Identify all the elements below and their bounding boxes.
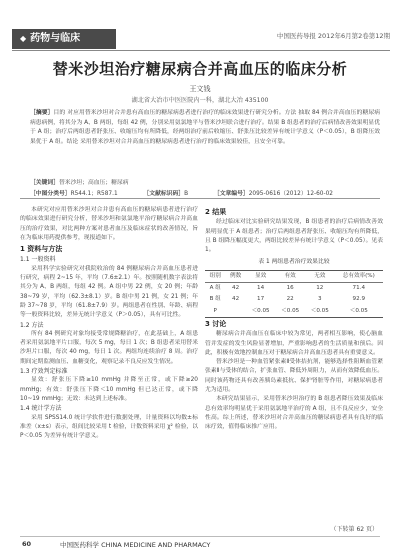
- intro-paragraph: 本研究对应用替米沙坦对合并患有高血压的糖尿病患者进行治疗的临床效果进行研究分析，替米沙坦和氨氯地平治疗糖尿病合并高血压的治疗效果，对比两种方案对患者血压及临床症状的改善情况，旨在为临床用药提供参考，现报道如下。: [20, 207, 198, 241]
- results-table: [205, 270, 383, 318]
- right-column: [205, 206, 383, 433]
- affiliation: 湖北省大冶市中医医院内一科，湖北大冶 435100: [131, 97, 269, 104]
- table-cell: 3: [318, 296, 322, 303]
- paragraph-1-2: 所有 84 例研究对象均接受常规降糖治疗，在此基础上，A 组患者采用氨氯地平片口服，每次 5 mg，每日 1 次；B 组患者采用替米沙坦片口服，每次 40 mg，每日 1 次。两组均连续治疗 8 周。治疗期间定期监测血压、血糖变化，观察记录不良反应发生情况。: [20, 330, 198, 365]
- table-cell: ＜0.05: [335, 306, 383, 318]
- table-cell: 92.9: [352, 296, 366, 303]
- table-header: 显效: [246, 270, 276, 282]
- abstract: [30, 109, 380, 147]
- article-no-value: 2095-0616（2012）12-60-02: [248, 191, 333, 197]
- publication-name: 中国医药科学 CHINA MEDICINE AND PHARMACY: [60, 541, 211, 549]
- article-title: 替米沙坦治疗糖尿病合并高血压的临床分析: [52, 60, 348, 78]
- discussion-paragraph: 本研究结果显示，采用替米沙坦治疗的 B 组患者降压效果及临床总有效率均明显优于采用氨氯地平治疗的 A 组，且不良反应少，安全性高。综上所述，替米沙坦对合并高血压的糖尿病患者具有良好的临床疗效，值得临床推广应用。: [205, 396, 383, 431]
- clc-value: R544.1；R587.1: [70, 191, 118, 197]
- table-title: 表 1 两组患者治疗效果比较: [258, 259, 330, 266]
- issue-info: 中国医药导报 2012年6月第2卷第12期: [276, 32, 390, 40]
- paragraph-1-1: 采用科学实验研究对我院收治的 84 例糖尿病合并高血压患者进行研究，病程 2~15 年，平均（7.6±2.1）年。按照随机数字表法将其分为 A、B 两组，每组 42 例。A 组中男 22 例，女 20 例；年龄 38~79 岁，平均（62.3±8.1）岁。B 组中男 21 例，女 21 例；年龄 37~78 岁，平均（61.8±7.9）岁。两组患者在性别、年龄、病程等一般资料比较，差异无统计学意义（P＞0.05），具有可比性。: [20, 265, 198, 319]
- doc-label: ［文献标识码］: [143, 191, 185, 197]
- keywords: [30, 177, 380, 186]
- clc-label: ［中图分类号］: [30, 191, 71, 197]
- heading-results: 2 结果: [205, 208, 227, 216]
- table-header: 有效: [275, 270, 305, 282]
- table-cell: 71.4: [352, 285, 366, 292]
- table-row: [205, 283, 383, 295]
- heading-methods: 1 资料与方法: [20, 245, 63, 254]
- article-no-field: [214, 191, 345, 197]
- heading-1-1: 1.1 一般资料: [20, 256, 56, 264]
- paragraph-1-4: 采用 SPSS14.0 统计学软件进行数据处理，计量资料以均数±标准差（x±s）表示，组间比较采用 t 检验，计数资料采用 χ² 检验，以 P＜0.05 为差异有统计学意义。: [20, 414, 198, 440]
- left-column: [20, 206, 198, 441]
- table-header-row: [205, 270, 383, 282]
- abstract-text: 目的 对应用替米沙坦对合并患有高血压的糖尿病患者进行治疗的临床效果进行研究分析。方法 抽取 84 例合并高血压的糖尿病病患病例，将其分为 A、B 两组，每组 42 例，分别采用氨氯地平与替米沙坦联合进行治疗。结果 B 组患者的治疗后病情改善效果明显优于 A 组；治疗后两组患者舒张压、收缩压均有所降低，经两组治疗前后收缩压、舒张压比较差异有统计学意义（P＜0.05），B 组降压效果优于 A 组。结论 采用替米沙坦对合并高血压的糖尿病患者进行治疗的临床效果较佳，且安全可靠。: [30, 110, 380, 145]
- table-cell: ＜0.05: [275, 306, 305, 318]
- keywords-label: ［关键词］: [30, 180, 59, 186]
- classification-line: [30, 188, 380, 197]
- table-cell: ＜0.05: [305, 306, 335, 318]
- paragraph-1-3: 显效：舒张压下降≥10 mmHg 并降至正常，或下降≥20 mmHg；有效：舒张压下降＜10 mmHg 但已达正常，或下降 10~19 mmHg；无效：未达到上述标准。: [20, 377, 198, 402]
- diamond-icon: ◆: [20, 34, 27, 43]
- table-cell: 17: [257, 296, 265, 303]
- heading-1-2: 1.2 方法: [20, 321, 44, 329]
- abstract-divider: [20, 198, 380, 199]
- results-paragraph: 经过临床对比实验研究结果发现，B 组患者的治疗后病情改善效果明显优于 A 组患者；治疗后两组患者舒张压、收缩压均有所降低，且 B 组降压幅度更大，两组比较差异有统计学意义（P＜0.05）。见表 1。: [205, 219, 383, 254]
- discussion-paragraph: 糖尿病合并高血压在临床中较为常见，两者相互影响，使心脑血管并发症的发生风险显著增加，严重影响患者的生活质量和预后。因此，积极有效地控制血压对于糖尿病合并高血压患者具有重要意义。: [205, 331, 383, 356]
- keywords-text: 替米沙坦；高血压；糖尿病: [59, 180, 129, 186]
- section-label: 药物与临床: [30, 33, 81, 44]
- section-tag: [12, 29, 116, 49]
- discussion-paragraph: 替米沙坦是一种血管紧张素Ⅱ受体拮抗剂，能够选择性阻断血管紧张素Ⅱ与受体的结合，扩张血管、降低外周阻力，从而有效降低血压。同时该药物还具有改善胰岛素抵抗、保护肾脏等作用，对糖尿病患者尤为适用。: [205, 359, 383, 394]
- page-number: 60: [22, 540, 32, 548]
- table-cell: 22: [286, 296, 294, 303]
- table-cell: 16: [286, 285, 294, 292]
- clc-field: [30, 191, 130, 197]
- table-row: [205, 294, 383, 305]
- header-divider: [12, 50, 390, 51]
- table-cell: B 组: [209, 296, 221, 303]
- table-cell: A 组: [209, 285, 221, 292]
- article-no-label: ［文章编号］: [213, 191, 249, 197]
- table-cell: P: [205, 306, 225, 318]
- heading-discussion: 3 讨论: [205, 319, 227, 328]
- table-cell: 42: [232, 296, 240, 303]
- table-cell: 12: [316, 285, 324, 292]
- table-header: 总有效率(%): [335, 270, 383, 282]
- table-header: 例数: [225, 270, 245, 282]
- doc-value: B: [184, 191, 189, 197]
- table-header: 组别: [205, 270, 225, 282]
- continued-note: （下转第 62 页）: [330, 526, 378, 533]
- table-header: 无效: [305, 270, 335, 282]
- table-cell: ＜0.05: [246, 306, 276, 318]
- doc-field: [143, 191, 200, 197]
- footer-divider: [20, 536, 380, 537]
- table-cell: 42: [232, 285, 240, 292]
- table-row: [205, 306, 383, 318]
- table-cell: 14: [257, 285, 265, 292]
- heading-1-3: 1.3 疗效判定标准: [20, 368, 68, 376]
- abstract-label: ［摘要］: [30, 110, 54, 116]
- table-cell: [225, 306, 245, 318]
- heading-1-4: 1.4 统计学方法: [20, 405, 62, 413]
- author: 王文钱: [189, 85, 211, 93]
